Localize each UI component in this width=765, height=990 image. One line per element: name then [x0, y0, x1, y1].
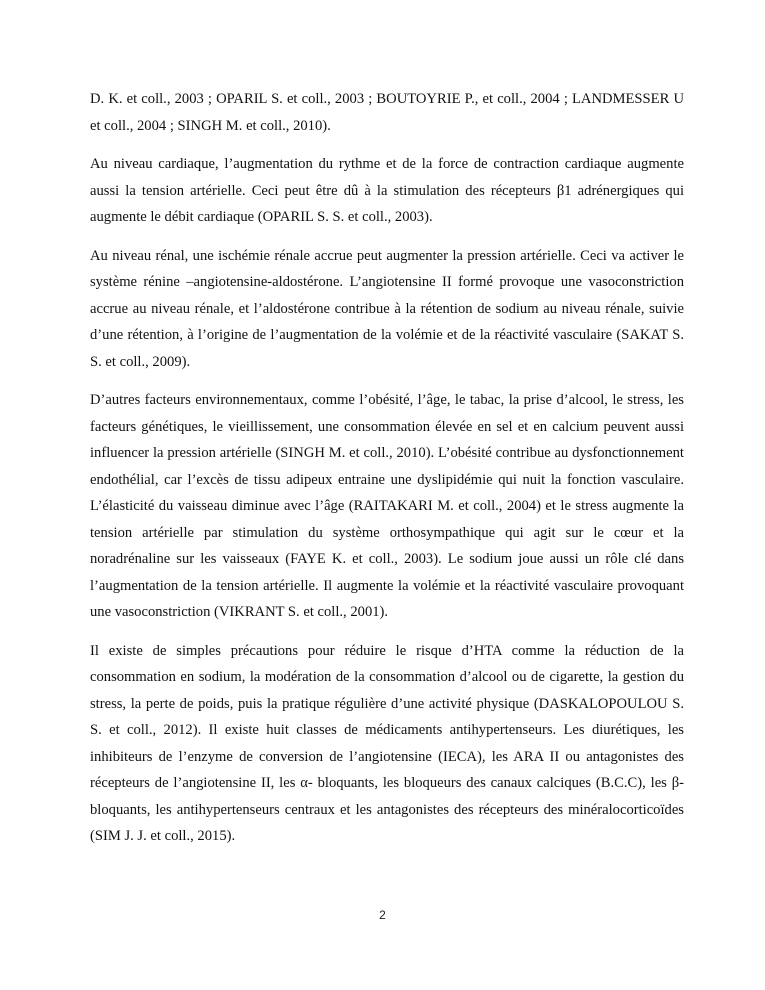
- body-text: [90, 86, 684, 862]
- paragraph-renal-level: Au niveau rénal, une ischémie rénale accrue peut augmenter la pression artérielle. Ceci va activer le système rénine –angiotensine-aldostérone. L’angiotensine II formé provoque une vasoconstriction accrue au niveau rénale, et l’aldostérone contribue à la rétention de sodium au niveau rénale, suivie d’une rétention, à l’origine de l’augmentation de la volémie et de la réactivité vasculaire (SAKAT S. S. et coll., 2009).: [90, 247, 684, 370]
- paragraph-precautions-treatments: Il existe de simples précautions pour réduire le risque d’HTA comme la réduction de la consommation en sodium, la modération de la consommation d’alcool ou de cigarette, la gestion du stress, la perte de poids, puis la pratique régulière d’une activité physique (DASKALOPOULOU S. S. et coll., 2012). Il existe huit classes de médicaments antihypertenseurs. Les diurétiques, les inhibiteurs de l’enzyme de conversion de l’angiotensine (IECA), les ARA II ou antagonistes des récepteurs de l’angiotensine II, les α- bloquants, les bloqueurs des canaux calciques (B.C.C), les β-bloquants, les antihypertenseurs centraux et les antagonistes des récepteurs des minéralocorticoïdes (SIM J. J. et coll., 2015).: [90, 642, 684, 844]
- paragraph-references-continued: D. K. et coll., 2003 ; OPARIL S. et coll., 2003 ; BOUTOYRIE P., et coll., 2004 ; LANDMESSER U et coll., 2004 ; SINGH M. et coll., 2010).: [90, 91, 684, 134]
- paragraph-environmental-factors: D’autres facteurs environnementaux, comme l’obésité, l’âge, le tabac, la prise d’alcool, le stress, les facteurs génétiques, le vieillissement, une consommation élevée en sel et en calcium peuvent aussi influencer la pression artérielle (SINGH M. et coll., 2010). L’obésité contribue au dysfonctionnement endothélial, car l’excès de tissu adipeux entraine une dyslipidémie qui nuit la fonction vasculaire. L’élasticité du vaisseau diminue avec l’âge (RAITAKARI M. et coll., 2004) et le stress augmente la tension artérielle par stimulation du système orthosympathique qui agit sur le cœur et la noradrénaline sur les vaisseaux (FAYE K. et coll., 2003). Le sodium joue aussi un rôle clé dans l’augmentation de la tension artérielle. Il augmente la volémie et la réactivité vasculaire provoquant une vasoconstriction (VIKRANT S. et coll., 2001).: [90, 392, 684, 620]
- paragraph-cardiac-level: Au niveau cardiaque, l’augmentation du rythme et de la force de contraction cardiaque augmente aussi la tension artérielle. Ceci peut être dû à la stimulation des récepteurs β1 adrénergiques qui augmente le débit cardiaque (OPARIL S. S. et coll., 2003).: [90, 156, 684, 225]
- page-number: 2: [379, 908, 386, 922]
